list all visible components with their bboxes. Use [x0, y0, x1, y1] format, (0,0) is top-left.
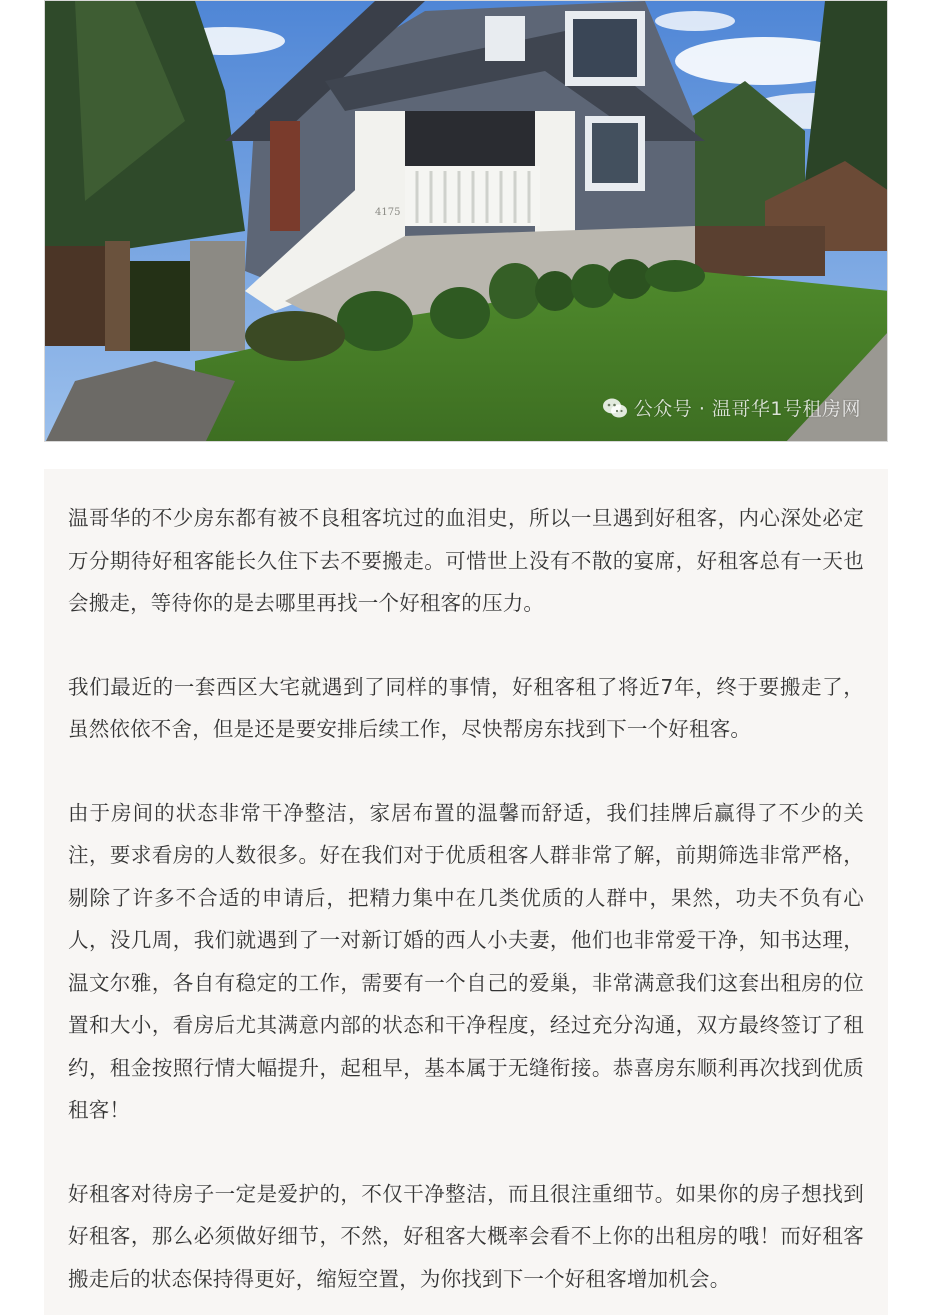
article-body — [44, 469, 888, 1315]
article-paragraph-2: 我们最近的一套西区大宅就遇到了同样的事情，好租客租了将近7年，终于要搬走了，虽然依依不舍，但是还是要安排后续工作，尽快帮房东找到下一个好租客。 — [68, 674, 864, 741]
watermark-text: 公众号 · 温哥华1号租房网 — [633, 398, 861, 420]
article-paragraph-4: 好租客对待房子一定是爱护的，不仅干净整洁，而且很注重细节。如果你的房子想找到好租客，那么必须做好细节，不然，好租客大概率会看不上你的出租房的哦！而好租客搬走后的状态保持得更好，缩短空置，为你找到下一个好租客增加机会。 — [68, 1181, 864, 1291]
house-photo — [44, 0, 888, 442]
article-paragraph-3: 由于房间的状态非常干净整洁，家居布置的温馨而舒适，我们挂牌后赢得了不少的关注，要求看房的人数很多。好在我们对于优质租客人群非常了解，前期筛选非常严格，剔除了许多不合适的申请后，把精力集中在几类优质的人群中，果然，功夫不负有心人，没几周，我们就遇到了一对新订婚的西人小夫妻，他们也非常爱干净，知书达理，温文尔雅，各自有稳定的工作，需要有一个自己的爱巢，非常满意我们这套出租房的位置和大小，看房后尤其满意内部的状态和干净程度，经过充分沟通，双方最终签订了租约，租金按照行情大幅提升，起租早，基本属于无缝衔接。恭喜房东顺利再次找到优质租客！ — [68, 800, 864, 1122]
article-paragraph-1: 温哥华的不少房东都有被不良租客坑过的血泪史，所以一旦遇到好租客，内心深处必定万分期待好租客能长久住下去不要搬走。可惜世上没有不散的宴席，好租客总有一天也会搬走，等待你的是去哪里再找一个好租客的压力。 — [68, 506, 864, 615]
wechat-icon — [602, 397, 628, 419]
house-illustration — [45, 1, 888, 442]
watermark — [602, 394, 861, 421]
house-number: 4175 — [375, 207, 401, 218]
